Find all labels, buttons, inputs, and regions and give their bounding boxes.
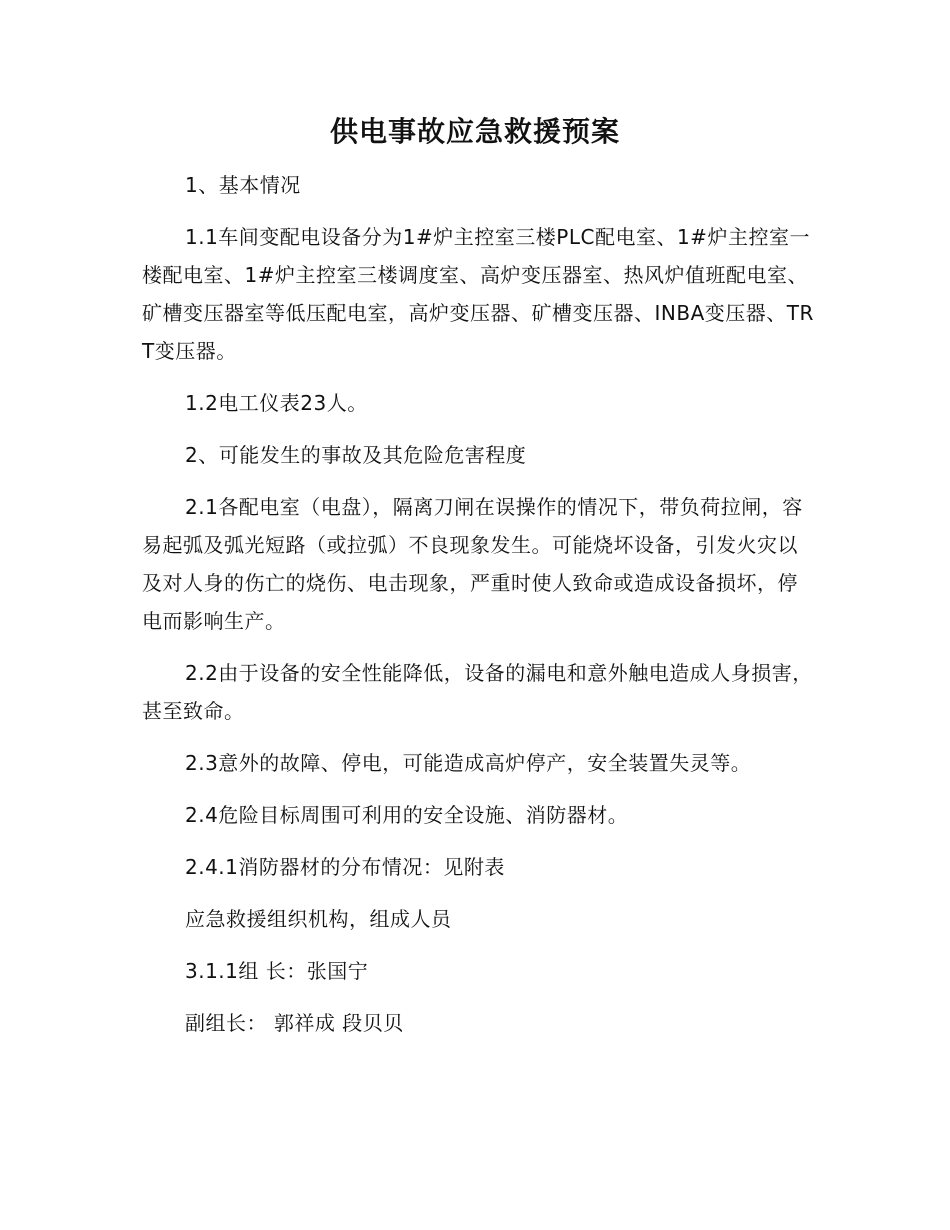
paragraph-org-heading: 应急救援组织机构，组成人员 (185, 907, 452, 931)
paragraph-basic-info-heading: 1、基本情况 (185, 173, 301, 197)
document-body (142, 166, 814, 1056)
paragraph-1-2: 1.2电工仪表23人。 (185, 391, 368, 415)
paragraph-hazards-heading: 2、可能发生的事故及其危险危害程度 (185, 443, 527, 467)
paragraph-deputy-leader: 副组长： 郭祥成 段贝贝 (185, 1011, 404, 1035)
paragraph-1-1: 1.1车间变配电设备分为1#炉主控室三楼PLC配电室、1#炉主控室一楼配电室、1#炉主控室三楼调度室、高炉变压器室、热风炉值班配电室、矿槽变压器室等低压配电室，高炉变压器、矿槽变压器、INBA变压器、TRT变压器。 (142, 225, 814, 363)
paragraph-2-3: 2.3意外的故障、停电，可能造成高炉停产，安全装置失灵等。 (185, 751, 752, 775)
paragraph-team-leader: 3.1.1组 长：张国宁 (185, 959, 369, 983)
paragraph-2-4: 2.4危险目标周围可利用的安全设施、消防器材。 (185, 803, 629, 827)
paragraph-2-2: 2.2由于设备的安全性能降低，设备的漏电和意外触电造成人身损害，甚至致命。 (142, 661, 813, 723)
document-title: 供电事故应急救援预案 (329, 115, 620, 148)
paragraph-2-1: 2.1各配电室（电盘），隔离刀闸在误操作的情况下，带负荷拉闸，容易起弧及弧光短路（或拉弧）不良现象发生。可能烧坏设备，引发火灾以及对人身的伤亡的烧伤、电击现象，严重时使人致命或造成设备损坏，停电而影响生产。 (142, 495, 803, 633)
paragraph-2-4-1: 2.4.1消防器材的分布情况：见附表 (185, 855, 505, 879)
